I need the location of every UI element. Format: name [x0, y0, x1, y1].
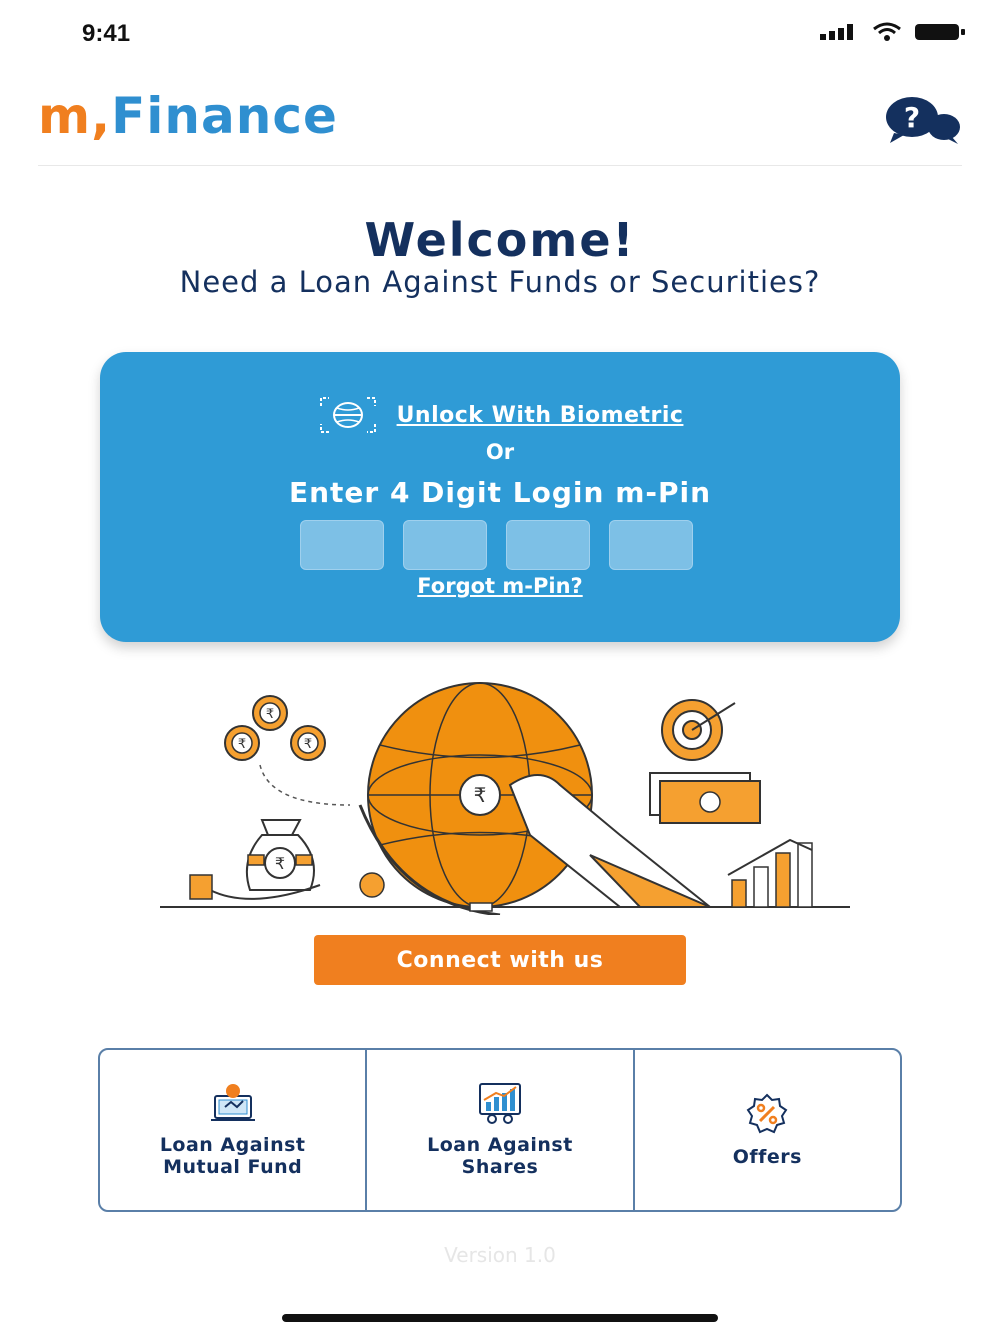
or-text: Or: [485, 440, 515, 464]
tile-loan-mutual-fund[interactable]: [100, 1050, 365, 1210]
help-chat-icon[interactable]: [884, 95, 962, 145]
svg-text:₹: ₹: [473, 783, 487, 807]
svg-text:?: ?: [903, 101, 921, 134]
pin-digit-2[interactable]: [403, 520, 487, 570]
forgot-pin-link[interactable]: Forgot m-Pin?: [417, 574, 583, 598]
welcome-subtitle: Need a Loan Against Funds or Securities?: [179, 265, 821, 299]
face-id-icon[interactable]: [317, 394, 379, 436]
tile-loan-shares[interactable]: [365, 1050, 632, 1210]
app-logo: [38, 85, 338, 147]
pin-input-group: [300, 520, 693, 570]
mutual-fund-icon: [209, 1082, 257, 1124]
cash-icon: [650, 773, 760, 823]
status-time: 9:41: [82, 20, 131, 47]
coins-icon: [225, 696, 325, 760]
login-card: [100, 352, 900, 642]
tile-label: Loan Against Shares: [427, 1134, 573, 1178]
svg-text:₹: ₹: [274, 854, 286, 873]
status-icons: [820, 22, 966, 42]
service-tiles: [98, 1048, 902, 1212]
shares-chart-icon: [476, 1082, 524, 1124]
svg-text:₹: ₹: [303, 737, 313, 752]
pin-digit-3[interactable]: [506, 520, 590, 570]
svg-text:₹: ₹: [265, 707, 275, 722]
wifi-icon: [872, 22, 902, 42]
pin-title: Enter 4 Digit Login m-Pin: [288, 476, 712, 509]
logo-finance: Finance: [111, 87, 338, 145]
pin-digit-4[interactable]: [609, 520, 693, 570]
biometric-link[interactable]: Unlock With Biometric: [396, 402, 684, 428]
pin-digit-1[interactable]: [300, 520, 384, 570]
tile-label: Offers: [732, 1146, 802, 1168]
biometric-row[interactable]: [100, 394, 900, 436]
welcome-title: Welcome!: [364, 213, 636, 267]
target-icon: [662, 700, 735, 760]
logo-m: m,: [38, 87, 112, 145]
money-bag-icon: [190, 820, 320, 899]
tile-label: Loan Against Mutual Fund: [159, 1134, 306, 1178]
app-header: [38, 85, 962, 166]
version-text: Version 1.0: [444, 1243, 556, 1267]
battery-icon: [914, 22, 966, 42]
home-indicator[interactable]: [282, 1314, 718, 1322]
svg-text:₹: ₹: [237, 737, 247, 752]
connect-button[interactable]: Connect with us: [314, 935, 686, 985]
tile-offers[interactable]: [633, 1050, 900, 1210]
offers-percent-icon: [745, 1092, 789, 1136]
signal-icon: [820, 24, 860, 40]
growth-chart-icon: [728, 840, 812, 907]
finance-illustration: [150, 675, 860, 915]
